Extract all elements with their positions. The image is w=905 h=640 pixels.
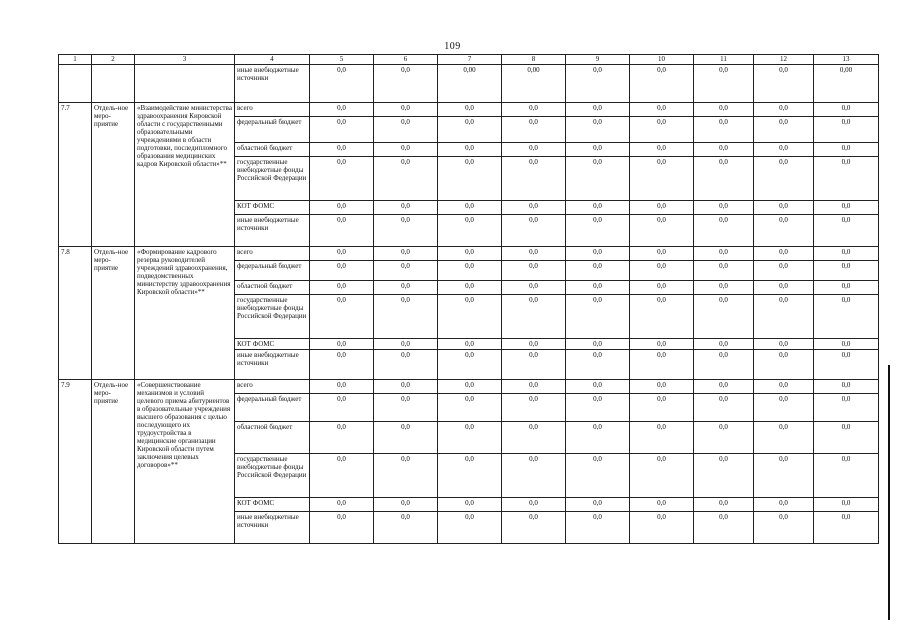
funding-source-cell: областной бюджет bbox=[235, 143, 310, 157]
header-cell: 1 bbox=[59, 55, 92, 65]
value-cell: 0,0 bbox=[502, 512, 566, 544]
value-cell: 0,0 bbox=[630, 143, 694, 157]
funding-source-cell: государственные внебюджетные фонды Российской Федерации bbox=[235, 295, 310, 339]
item-type-cell: Отдель-ное меро-приятие bbox=[92, 380, 135, 544]
value-cell: 0,0 bbox=[754, 350, 814, 380]
value-cell: 0,0 bbox=[502, 394, 566, 422]
value-cell: 0,0 bbox=[814, 215, 879, 247]
value-cell: 0,0 bbox=[694, 65, 754, 103]
value-cell: 0,0 bbox=[630, 512, 694, 544]
value-cell: 0,0 bbox=[814, 103, 879, 117]
value-cell: 0,0 bbox=[438, 281, 502, 295]
value-cell: 0,0 bbox=[310, 201, 374, 215]
value-cell: 0,0 bbox=[630, 157, 694, 201]
value-cell: 0,00 bbox=[814, 65, 879, 103]
value-cell: 0,0 bbox=[438, 103, 502, 117]
value-cell: 0,0 bbox=[566, 65, 630, 103]
value-cell: 0,0 bbox=[694, 281, 754, 295]
value-cell: 0,0 bbox=[694, 422, 754, 454]
value-cell: 0,0 bbox=[374, 295, 438, 339]
value-cell: 0,0 bbox=[754, 512, 814, 544]
item-name-cell: «Взаимодействие министерства здравоохранения Кировской области с государственными образовательными учреждениями в области подготовки, последипломного образования медицинских кадров Кировской области»** bbox=[135, 103, 235, 247]
value-cell: 0,0 bbox=[502, 454, 566, 498]
empty-cell bbox=[59, 65, 92, 103]
value-cell: 0,0 bbox=[814, 117, 879, 143]
value-cell: 0,0 bbox=[502, 380, 566, 394]
value-cell: 0,0 bbox=[814, 143, 879, 157]
value-cell: 0,0 bbox=[374, 157, 438, 201]
value-cell: 0,0 bbox=[502, 422, 566, 454]
item-name-cell: «Формирование кадрового резерва руководителей учреждений здравоохранения, подведомственных министерству здравоохранения Кировской области»** bbox=[135, 247, 235, 380]
value-cell: 0,0 bbox=[630, 380, 694, 394]
value-cell: 0,0 bbox=[310, 339, 374, 350]
value-cell: 0,0 bbox=[694, 143, 754, 157]
value-cell: 0,0 bbox=[374, 215, 438, 247]
value-cell: 0,0 bbox=[310, 394, 374, 422]
value-cell: 0,0 bbox=[694, 339, 754, 350]
funding-source-cell: государственные внебюджетные фонды Российской Федерации bbox=[235, 454, 310, 498]
funding-source-cell: государственные внебюджетные фонды Российской Федерации bbox=[235, 157, 310, 201]
value-cell: 0,0 bbox=[374, 201, 438, 215]
value-cell: 0,0 bbox=[566, 157, 630, 201]
value-cell: 0,0 bbox=[754, 103, 814, 117]
value-cell: 0,0 bbox=[374, 281, 438, 295]
value-cell: 0,0 bbox=[438, 295, 502, 339]
header-cell: 11 bbox=[694, 55, 754, 65]
value-cell: 0,0 bbox=[630, 281, 694, 295]
funding-source-cell: областной бюджет bbox=[235, 422, 310, 454]
value-cell: 0,0 bbox=[630, 454, 694, 498]
value-cell: 0,0 bbox=[502, 143, 566, 157]
value-cell: 0,0 bbox=[566, 422, 630, 454]
value-cell: 0,0 bbox=[566, 339, 630, 350]
value-cell: 0,0 bbox=[374, 394, 438, 422]
value-cell: 0,0 bbox=[694, 394, 754, 422]
value-cell: 0,0 bbox=[630, 117, 694, 143]
header-cell: 10 bbox=[630, 55, 694, 65]
header-cell: 4 bbox=[235, 55, 310, 65]
item-number-cell: 7.7 bbox=[59, 103, 92, 247]
funding-source-cell: иные внебюджетные источники bbox=[235, 350, 310, 380]
value-cell: 0,0 bbox=[630, 261, 694, 281]
value-cell: 0,0 bbox=[566, 394, 630, 422]
value-cell: 0,0 bbox=[630, 247, 694, 261]
value-cell: 0,0 bbox=[754, 117, 814, 143]
value-cell: 0,0 bbox=[694, 295, 754, 339]
value-cell: 0,0 bbox=[566, 103, 630, 117]
value-cell: 0,0 bbox=[814, 350, 879, 380]
value-cell: 0,0 bbox=[630, 215, 694, 247]
value-cell: 0,0 bbox=[754, 247, 814, 261]
value-cell: 0,0 bbox=[374, 350, 438, 380]
value-cell: 0,0 bbox=[310, 380, 374, 394]
funding-source-cell: всего bbox=[235, 247, 310, 261]
value-cell: 0,0 bbox=[814, 394, 879, 422]
page-number: 109 bbox=[444, 41, 461, 52]
value-cell: 0,0 bbox=[502, 103, 566, 117]
value-cell: 0,0 bbox=[502, 247, 566, 261]
header-cell: 9 bbox=[566, 55, 630, 65]
value-cell: 0,0 bbox=[694, 498, 754, 512]
value-cell: 0,0 bbox=[310, 247, 374, 261]
value-cell: 0,0 bbox=[566, 215, 630, 247]
value-cell: 0,0 bbox=[374, 380, 438, 394]
value-cell: 0,0 bbox=[630, 422, 694, 454]
value-cell: 0,0 bbox=[694, 454, 754, 498]
value-cell: 0,0 bbox=[694, 215, 754, 247]
value-cell: 0,0 bbox=[814, 281, 879, 295]
empty-cell bbox=[92, 65, 135, 103]
header-cell: 5 bbox=[310, 55, 374, 65]
budget-table bbox=[58, 54, 879, 544]
header-cell: 3 bbox=[135, 55, 235, 65]
item-type-cell: Отдель-ное меро-приятие bbox=[92, 247, 135, 380]
funding-source-cell: иные внебюджетные источники bbox=[235, 512, 310, 544]
value-cell: 0,0 bbox=[438, 157, 502, 201]
value-cell: 0,0 bbox=[438, 201, 502, 215]
value-cell: 0,0 bbox=[310, 65, 374, 103]
value-cell: 0,0 bbox=[566, 117, 630, 143]
table-row bbox=[59, 103, 879, 117]
value-cell: 0,0 bbox=[374, 65, 438, 103]
table-row bbox=[59, 65, 879, 103]
header-cell: 6 bbox=[374, 55, 438, 65]
value-cell: 0,0 bbox=[438, 512, 502, 544]
value-cell: 0,0 bbox=[310, 350, 374, 380]
value-cell: 0,0 bbox=[694, 201, 754, 215]
value-cell: 0,0 bbox=[374, 117, 438, 143]
value-cell: 0,0 bbox=[438, 394, 502, 422]
value-cell: 0,0 bbox=[310, 422, 374, 454]
value-cell: 0,0 bbox=[438, 339, 502, 350]
item-number-cell: 7.8 bbox=[59, 247, 92, 380]
value-cell: 0,0 bbox=[630, 103, 694, 117]
margin-rule bbox=[888, 365, 890, 620]
value-cell: 0,0 bbox=[814, 422, 879, 454]
funding-source-cell: всего bbox=[235, 380, 310, 394]
funding-source-cell: всего bbox=[235, 103, 310, 117]
table-row bbox=[59, 380, 879, 394]
value-cell: 0,0 bbox=[438, 498, 502, 512]
value-cell: 0,0 bbox=[374, 454, 438, 498]
value-cell: 0,0 bbox=[310, 512, 374, 544]
value-cell: 0,0 bbox=[566, 512, 630, 544]
value-cell: 0,0 bbox=[694, 103, 754, 117]
value-cell: 0,0 bbox=[310, 295, 374, 339]
value-cell: 0,0 bbox=[374, 422, 438, 454]
value-cell: 0,0 bbox=[438, 454, 502, 498]
value-cell: 0,0 bbox=[754, 157, 814, 201]
funding-source-cell: областной бюджет bbox=[235, 281, 310, 295]
value-cell: 0,0 bbox=[502, 498, 566, 512]
value-cell: 0,0 bbox=[814, 201, 879, 215]
header-cell: 8 bbox=[502, 55, 566, 65]
header-cell: 13 bbox=[814, 55, 879, 65]
value-cell: 0,0 bbox=[310, 143, 374, 157]
value-cell: 0,0 bbox=[438, 380, 502, 394]
value-cell: 0,0 bbox=[310, 117, 374, 143]
value-cell: 0,0 bbox=[630, 498, 694, 512]
header-cell: 12 bbox=[754, 55, 814, 65]
value-cell: 0,0 bbox=[754, 143, 814, 157]
value-cell: 0,0 bbox=[754, 261, 814, 281]
value-cell: 0,0 bbox=[374, 103, 438, 117]
header-cell: 2 bbox=[92, 55, 135, 65]
table-row bbox=[59, 247, 879, 261]
funding-source-cell: КОТ ФОМС bbox=[235, 498, 310, 512]
value-cell: 0,0 bbox=[754, 454, 814, 498]
value-cell: 0,0 bbox=[502, 261, 566, 281]
value-cell: 0,0 bbox=[310, 281, 374, 295]
value-cell: 0,0 bbox=[566, 201, 630, 215]
value-cell: 0,0 bbox=[630, 394, 694, 422]
value-cell: 0,0 bbox=[502, 215, 566, 247]
value-cell: 0,0 bbox=[566, 281, 630, 295]
value-cell: 0,0 bbox=[438, 350, 502, 380]
value-cell: 0,0 bbox=[630, 295, 694, 339]
value-cell: 0,0 bbox=[566, 143, 630, 157]
value-cell: 0,0 bbox=[438, 261, 502, 281]
value-cell: 0,0 bbox=[374, 143, 438, 157]
value-cell: 0,0 bbox=[814, 247, 879, 261]
value-cell: 0,0 bbox=[566, 454, 630, 498]
value-cell: 0,0 bbox=[694, 512, 754, 544]
value-cell: 0,0 bbox=[566, 247, 630, 261]
value-cell: 0,0 bbox=[694, 261, 754, 281]
value-cell: 0,0 bbox=[754, 339, 814, 350]
value-cell: 0,0 bbox=[754, 65, 814, 103]
value-cell: 0,0 bbox=[374, 512, 438, 544]
value-cell: 0,0 bbox=[814, 295, 879, 339]
value-cell: 0,0 bbox=[694, 157, 754, 201]
value-cell: 0,00 bbox=[438, 65, 502, 103]
value-cell: 0,0 bbox=[566, 295, 630, 339]
value-cell: 0,0 bbox=[814, 454, 879, 498]
value-cell: 0,0 bbox=[310, 157, 374, 201]
value-cell: 0,0 bbox=[694, 117, 754, 143]
value-cell: 0,0 bbox=[502, 281, 566, 295]
value-cell: 0,0 bbox=[374, 498, 438, 512]
value-cell: 0,0 bbox=[630, 201, 694, 215]
value-cell: 0,0 bbox=[438, 143, 502, 157]
value-cell: 0,0 bbox=[438, 422, 502, 454]
funding-source-cell: иные внебюджетные источники bbox=[235, 65, 310, 103]
value-cell: 0,0 bbox=[754, 498, 814, 512]
value-cell: 0,0 bbox=[814, 157, 879, 201]
value-cell: 0,0 bbox=[502, 350, 566, 380]
value-cell: 0,0 bbox=[566, 380, 630, 394]
value-cell: 0,0 bbox=[754, 281, 814, 295]
value-cell: 0,0 bbox=[814, 498, 879, 512]
value-cell: 0,0 bbox=[630, 339, 694, 350]
empty-cell bbox=[135, 65, 235, 103]
value-cell: 0,0 bbox=[502, 157, 566, 201]
value-cell: 0,0 bbox=[754, 380, 814, 394]
value-cell: 0,0 bbox=[566, 498, 630, 512]
value-cell: 0,0 bbox=[566, 261, 630, 281]
funding-source-cell: федеральный бюджет bbox=[235, 261, 310, 281]
value-cell: 0,0 bbox=[694, 247, 754, 261]
value-cell: 0,0 bbox=[754, 215, 814, 247]
value-cell: 0,0 bbox=[502, 339, 566, 350]
value-cell: 0,0 bbox=[694, 380, 754, 394]
value-cell: 0,0 bbox=[566, 350, 630, 380]
value-cell: 0,0 bbox=[310, 454, 374, 498]
item-number-cell: 7.9 bbox=[59, 380, 92, 544]
value-cell: 0,0 bbox=[438, 215, 502, 247]
item-name-cell: «Совершенствование механизмов и условий целевого приема абитуриентов в образовательные учреждения высшего образования с целью последующего их трудоустройства в медицинские организации Кировской области путем заключения целевых договоров»** bbox=[135, 380, 235, 544]
value-cell: 0,0 bbox=[814, 339, 879, 350]
funding-source-cell: иные внебюджетные источники bbox=[235, 215, 310, 247]
header-row bbox=[59, 55, 879, 65]
item-type-cell: Отдель-ное меро-приятие bbox=[92, 103, 135, 247]
value-cell: 0,0 bbox=[374, 247, 438, 261]
value-cell: 0,0 bbox=[310, 261, 374, 281]
value-cell: 0,0 bbox=[814, 380, 879, 394]
value-cell: 0,0 bbox=[374, 339, 438, 350]
funding-source-cell: федеральный бюджет bbox=[235, 117, 310, 143]
value-cell: 0,0 bbox=[310, 498, 374, 512]
value-cell: 0,0 bbox=[630, 350, 694, 380]
value-cell: 0,0 bbox=[374, 261, 438, 281]
value-cell: 0,0 bbox=[754, 295, 814, 339]
value-cell: 0,0 bbox=[310, 215, 374, 247]
value-cell: 0,0 bbox=[754, 201, 814, 215]
funding-source-cell: КОТ ФОМС bbox=[235, 339, 310, 350]
value-cell: 0,0 bbox=[754, 394, 814, 422]
value-cell: 0,0 bbox=[814, 261, 879, 281]
funding-source-cell: федеральный бюджет bbox=[235, 394, 310, 422]
value-cell: 0,0 bbox=[814, 512, 879, 544]
value-cell: 0,0 bbox=[630, 65, 694, 103]
value-cell: 0,0 bbox=[438, 247, 502, 261]
value-cell: 0,0 bbox=[502, 295, 566, 339]
value-cell: 0,0 bbox=[694, 350, 754, 380]
header-cell: 7 bbox=[438, 55, 502, 65]
value-cell: 0,00 bbox=[502, 65, 566, 103]
funding-source-cell: КОТ ФОМС bbox=[235, 201, 310, 215]
value-cell: 0,0 bbox=[502, 201, 566, 215]
value-cell: 0,0 bbox=[754, 422, 814, 454]
value-cell: 0,0 bbox=[310, 103, 374, 117]
value-cell: 0,0 bbox=[502, 117, 566, 143]
value-cell: 0,0 bbox=[438, 117, 502, 143]
